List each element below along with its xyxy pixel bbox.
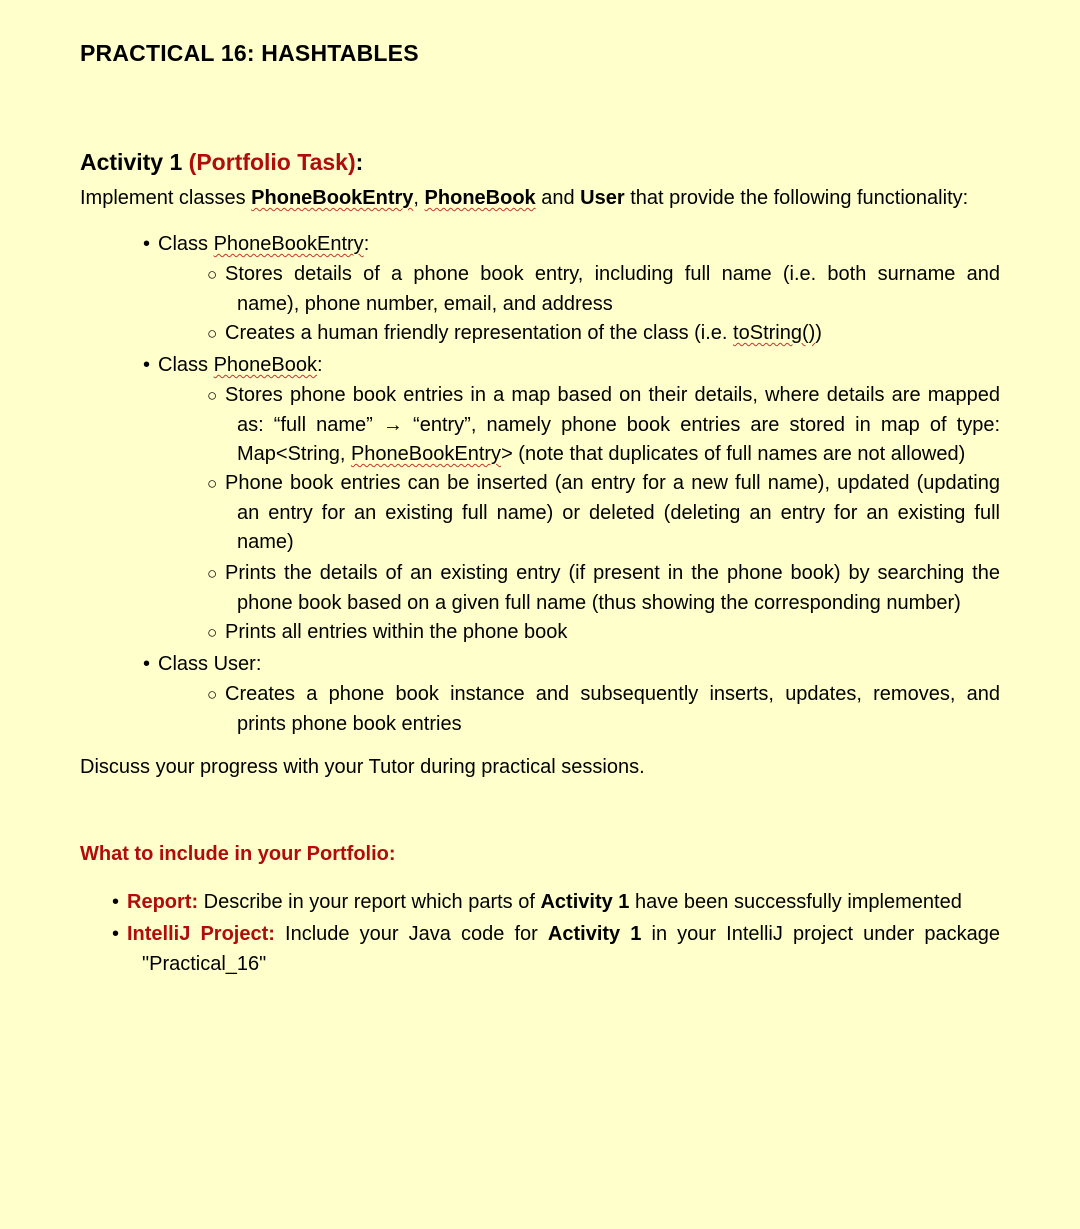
circle-bullet-icon: ○ xyxy=(207,564,218,583)
list-item-line: Stores phone book entries in a map based on their details, where details are mapped xyxy=(225,384,1000,406)
circle-bullet-icon: ○ xyxy=(207,623,218,642)
activity-colon: : xyxy=(355,149,364,175)
class-label-suffix: : xyxy=(317,354,323,376)
intellij-label: IntelliJ Project: xyxy=(127,923,275,945)
portfolio-heading: What to include in your Portfolio: xyxy=(80,843,396,865)
bullet-icon: • xyxy=(112,923,120,945)
activity-tag: (Portfolio Task) xyxy=(188,149,356,175)
class-label-prefix: Class xyxy=(158,653,214,675)
tostring-code: toString() xyxy=(733,322,816,344)
page-title: PRACTICAL 16: HASHTABLES xyxy=(80,40,419,66)
intro-suffix: that provide the following functionality: xyxy=(624,187,969,209)
map-type-suffix: > (note that duplicates of full names are not allowed) xyxy=(501,443,966,465)
report-activity: Activity 1 xyxy=(540,891,630,913)
portfolio-item-report xyxy=(112,887,1000,917)
list-item-line: phone book based on a given full name (thus showing the corresponding number) xyxy=(237,591,961,614)
report-label: Report: xyxy=(127,891,199,913)
intro-class-phonebookentry: PhoneBookEntry xyxy=(251,187,414,209)
intellij-package: "Practical_16" xyxy=(142,953,267,975)
class-label-name: PhoneBookEntry xyxy=(213,233,364,255)
list-item xyxy=(207,260,1000,319)
list-item-line: an entry for an existing full name) or deleted (deleting an entry for an existing full xyxy=(237,501,1000,524)
circle-bullet-icon: ○ xyxy=(207,685,218,704)
class-label-prefix: Class xyxy=(158,354,214,376)
class-item-phonebookentry xyxy=(143,230,370,260)
circle-bullet-icon: ○ xyxy=(207,386,218,405)
intellij-text: in your IntelliJ project under package xyxy=(641,923,1000,945)
list-item-line: Creates a human friendly representation of the class (i.e. xyxy=(225,322,734,344)
list-item xyxy=(207,469,1000,558)
list-item xyxy=(207,559,1000,618)
intro-sep: and xyxy=(535,187,581,209)
list-item-line: Creates a phone book instance and subsequently inserts, updates, removes, and xyxy=(225,683,1000,705)
intellij-text: Include your Java code for xyxy=(274,923,548,945)
class-label-suffix: : xyxy=(363,233,370,255)
class-label-name: User xyxy=(213,653,256,675)
map-type-class: PhoneBookEntry xyxy=(350,443,502,465)
class-item-phonebook xyxy=(143,351,323,381)
list-item xyxy=(207,618,1000,648)
list-item-line: Prints the details of an existing entry (if present in the phone book) by searching the xyxy=(225,562,1000,584)
list-item-line: Prints all entries within the phone book xyxy=(225,621,568,643)
circle-bullet-icon: ○ xyxy=(207,474,218,493)
intro-prefix: Implement classes xyxy=(80,187,252,209)
intro-class-phonebook: PhoneBook xyxy=(424,187,536,209)
list-item-line: name) xyxy=(237,531,294,553)
bullet-icon: • xyxy=(112,891,120,913)
intellij-activity: Activity 1 xyxy=(547,923,642,945)
list-item-line xyxy=(225,440,1000,470)
activity-heading xyxy=(80,149,363,176)
report-text: have been successfully implemented xyxy=(629,891,962,913)
activity-label: Activity 1 xyxy=(80,149,183,175)
class-label-suffix: : xyxy=(255,653,262,675)
discuss-paragraph: Discuss your progress with your Tutor during practical sessions. xyxy=(80,756,645,778)
report-text: Describe in your report which parts of xyxy=(198,891,541,913)
list-item-line: ) xyxy=(815,322,822,344)
class-label-name: PhoneBook xyxy=(213,354,317,376)
list-item-line: as: “full name” → “entry”, namely phone book entries are stored in map of type: xyxy=(237,413,1000,436)
list-item-line: Phone book entries can be inserted (an entry for a new full name), updated (updating xyxy=(225,472,1000,494)
circle-bullet-icon: ○ xyxy=(207,265,218,284)
list-item xyxy=(207,319,1000,349)
list-item-line: Stores details of a phone book entry, including full name (i.e. both surname and xyxy=(225,263,1000,285)
portfolio-item-intellij xyxy=(112,919,1000,979)
list-item-line: prints phone book entries xyxy=(237,712,462,735)
bullet-icon: • xyxy=(143,233,151,255)
list-item xyxy=(207,680,1000,739)
map-type-prefix: Map<String, xyxy=(237,443,351,465)
circle-bullet-icon: ○ xyxy=(207,324,218,343)
bullet-icon: • xyxy=(143,653,151,675)
list-item xyxy=(207,381,1000,470)
class-label-prefix: Class xyxy=(158,233,214,255)
intro-class-user: User xyxy=(580,187,625,209)
class-item-user xyxy=(143,650,262,680)
bullet-icon: • xyxy=(143,354,151,376)
intro-paragraph xyxy=(80,185,1005,211)
intro-sep: , xyxy=(413,187,425,209)
list-item-line: name), phone number, email, and address xyxy=(237,292,613,315)
